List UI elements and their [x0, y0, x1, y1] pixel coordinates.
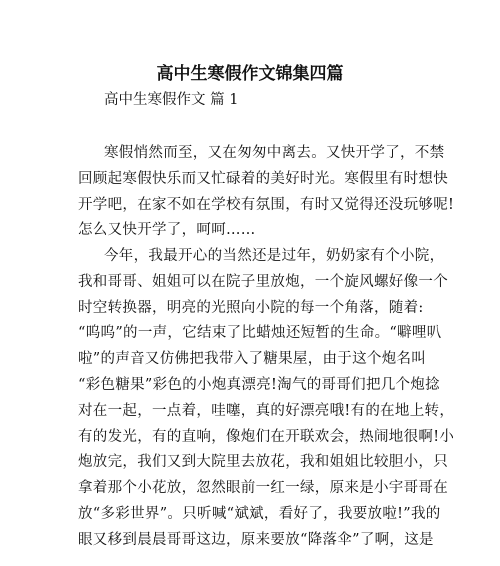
paragraph-line: 放“多彩世界”。只听喊“斌斌，看好了，我要放啦!”我的 — [78, 505, 441, 522]
paragraph-2 — [78, 244, 455, 554]
paragraph-line: 怎么又快开学了，呵呵…… — [78, 222, 256, 239]
paragraph-line: 开学吧，在家不如在学校有氛围，有时又觉得还没玩够呢! — [78, 196, 455, 213]
paragraph-line: 回顾起寒假快乐而又忙碌着的美好时光。寒假里有时想快 — [78, 170, 448, 187]
paragraph-line: 眼又移到晨晨哥哥这边，原来要放“降落伞”了啊，这是 — [78, 531, 434, 548]
paragraph-line: 今年，我最开心的当然还是过年，奶奶家有个小院， — [104, 248, 445, 264]
paragraph-line: “彩色糖果”彩色的小炮真漂亮!淘气的哥哥们把几个炮捻 — [78, 376, 440, 393]
paragraph-line: 寒假悄然而至，又在匆匆中离去。又快开学了，不禁 — [104, 145, 445, 161]
paragraph-line: 有的发光，有的直响，像炮们在开联欢会，热闹地很啊!小 — [78, 428, 455, 445]
paragraph-line: 啦”的声音又仿佛把我带入了糖果屋，由于这个炮名叫 — [78, 351, 427, 368]
paragraph-line: 炮放完，我们又到大院里去放花，我和姐姐比较胆小，只 — [78, 454, 448, 471]
paragraph-line: 拿着那个小花放，忽然眼前一红一绿，原来是小宇哥哥在 — [78, 480, 448, 497]
paragraph-1 — [78, 141, 455, 244]
document-title: 高中生寒假作文锦集四篇 — [156, 64, 344, 84]
paragraph-line: 对在一起，一点着，哇噻，真的好漂亮哦!有的在地上转， — [78, 402, 455, 419]
paragraph-line: “呜呜”的一声，它结束了比蜡烛还短暂的生命。“噼哩叭 — [78, 325, 442, 342]
paragraph-line: 时空转换器，明亮的光照向小院的每一个角落，随着: — [78, 299, 424, 316]
section-subtitle: 高中生寒假作文 篇 1 — [104, 92, 239, 108]
paragraph-line: 我和哥哥、姐姐可以在院子里放炮，一个旋风螺好像一个 — [78, 273, 448, 290]
